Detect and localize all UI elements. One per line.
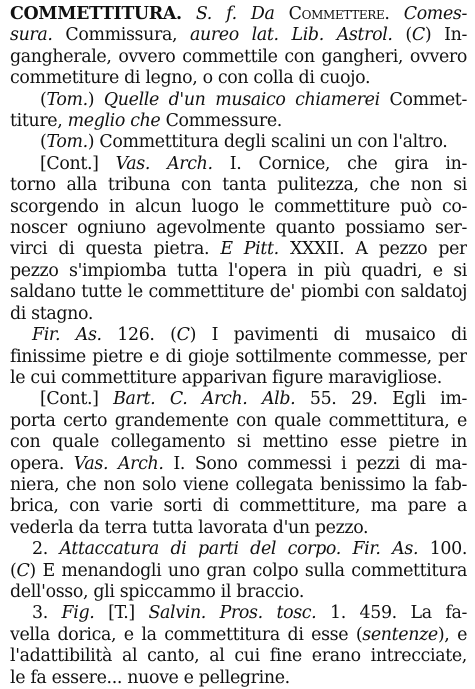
text-line <box>10 68 467 89</box>
text-line <box>10 90 467 111</box>
text-run: C <box>16 560 30 581</box>
text-run: 100. <box>418 539 467 560</box>
text-run: opera. <box>10 453 74 474</box>
text-run: Commissura, <box>52 25 190 46</box>
text-run: l'adattibilità al canto, al cui fine erano intrecciate, <box>10 646 467 667</box>
text-line <box>10 496 467 517</box>
text-run: 126. ( <box>101 325 177 346</box>
text-run: vederla da terra tutta lavorata d'un pezzo. <box>10 517 369 538</box>
text-run: Fig. <box>61 603 95 624</box>
text-run: Bart. C. Arch. Alb. <box>113 389 296 410</box>
text-run: E Pitt. <box>220 239 279 260</box>
text-line <box>10 646 467 667</box>
text-run: le cui commettiture apparivan figure maravigliose. <box>10 367 442 388</box>
text-run: noscer ogniuno agevolmente quanto possiamo ser- <box>10 218 467 239</box>
text-run: Comes- <box>403 4 467 24</box>
text-run: gangherale, ovvero commettile con gangheri, ovvero <box>10 46 467 67</box>
text-run: 2. <box>32 539 60 560</box>
text-line <box>10 4 467 25</box>
text-run: I. Sono commessi i pezzi di ma- <box>163 453 467 474</box>
text-run: S. f. Da <box>195 4 275 24</box>
text-line <box>10 175 467 196</box>
text-run: Tom. <box>46 89 88 110</box>
text-run: 55. 29. Egli im- <box>295 389 467 410</box>
text-run: virci di questa pietra. <box>10 239 221 260</box>
text-run: Commettere. <box>288 4 390 24</box>
text-run: vella dorica, e la commettitura di esse ( <box>10 624 363 645</box>
text-line <box>10 111 467 132</box>
text-run: Vas. Arch. <box>73 453 164 474</box>
text-run: dell'osso, gli spiccammo il braccio. <box>10 581 305 602</box>
text-run: [Cont.] <box>40 389 114 410</box>
text-line <box>10 304 467 325</box>
text-run <box>275 4 289 24</box>
text-run: 1. 459. La fa- <box>316 603 467 624</box>
text-run: 3. <box>32 603 62 624</box>
text-run: le fa essere... nuove e pellegrine. <box>10 667 290 688</box>
text-run: ), e <box>437 624 467 645</box>
text-run: C <box>411 25 425 46</box>
text-run: scorgendo in alcun luogo le commettiture può co- <box>10 196 467 217</box>
text-run: Commessure. <box>160 111 282 132</box>
text-run: finissime pietre e di gioje sottilmente commesse, per <box>10 346 467 367</box>
text-line <box>10 197 467 218</box>
text-run: ( <box>40 89 47 110</box>
text-run: ) <box>87 89 104 110</box>
text-line <box>10 411 467 432</box>
text-line <box>10 218 467 239</box>
text-run: titure, <box>10 111 68 132</box>
text-run: niera, che non solo viene collegata benissimo la fab- <box>10 474 467 495</box>
text-run: sura. <box>10 25 53 46</box>
text-line <box>10 625 467 646</box>
text-run: Quelle d'un musaico chiamerei <box>103 89 380 110</box>
text-run: Tom. <box>46 132 88 153</box>
entry-body <box>10 4 467 689</box>
text-line <box>10 539 467 560</box>
text-run: ) I pavimenti di musaico di <box>189 325 467 346</box>
text-run: Salvin. Pros. tosc. <box>148 603 317 624</box>
text-run: ) E menandogli uno gran colpo sulla commettitura <box>29 560 467 581</box>
text-run: ( <box>392 25 412 46</box>
text-run: con quale collegamento si mettino esse pietre in <box>10 432 467 453</box>
headword: COMMETTITURA. <box>10 4 182 24</box>
text-line <box>10 239 467 260</box>
text-line <box>10 261 467 282</box>
text-line <box>10 25 467 46</box>
text-run: [Cont.] <box>40 153 116 174</box>
text-run: sentenze <box>362 624 438 645</box>
text-line <box>10 368 467 389</box>
text-line <box>10 389 467 410</box>
text-line <box>10 582 467 603</box>
text-line <box>10 561 467 582</box>
text-line <box>10 432 467 453</box>
text-run: ) In- <box>424 25 467 46</box>
text-run: Fir. As. <box>32 325 102 346</box>
text-run: Vas. Arch. <box>115 153 213 174</box>
text-line <box>10 47 467 68</box>
text-run: brica, con varie sorti di commettiture, ma pare a <box>10 496 467 517</box>
text-run <box>182 4 196 24</box>
text-line <box>10 132 467 153</box>
text-run: XXXII. A pezzo per <box>278 239 467 260</box>
text-run: pezzo s'impiomba tutta l'opera in più quadri, e si <box>10 260 467 281</box>
text-run: porta certo grandemente con quale commettitura, e <box>10 410 467 431</box>
text-run: C <box>176 325 190 346</box>
text-run: aureo lat. Lib. Astrol. <box>189 25 393 46</box>
text-run: ( <box>40 132 47 153</box>
text-run: meglio che <box>67 111 161 132</box>
text-run: saldano tutte le commettiture de' piombi con saldatoj <box>10 282 467 303</box>
text-run: [T.] <box>94 603 149 624</box>
text-line <box>10 518 467 539</box>
text-run: torno alla tribuna con tanta pulitezza, che non si <box>10 175 467 196</box>
text-line <box>10 475 467 496</box>
text-line <box>10 454 467 475</box>
text-line <box>10 154 467 175</box>
text-run: commetiture di legno, o con colla di cuojo. <box>10 68 371 89</box>
text-run: ( <box>10 560 17 581</box>
text-run: ) Commettitura degli scalini un con l'altro. <box>87 132 448 153</box>
text-line <box>10 347 467 368</box>
text-run: Commet- <box>379 89 467 110</box>
text-run: I. Cornice, che gira in- <box>212 153 467 174</box>
text-line <box>10 603 467 624</box>
text-line <box>10 325 467 346</box>
text-run <box>390 4 404 24</box>
text-run: Attaccatura di parti del corpo. Fir. As. <box>59 539 419 560</box>
text-run: di stagno. <box>10 303 94 324</box>
text-line <box>10 282 467 303</box>
